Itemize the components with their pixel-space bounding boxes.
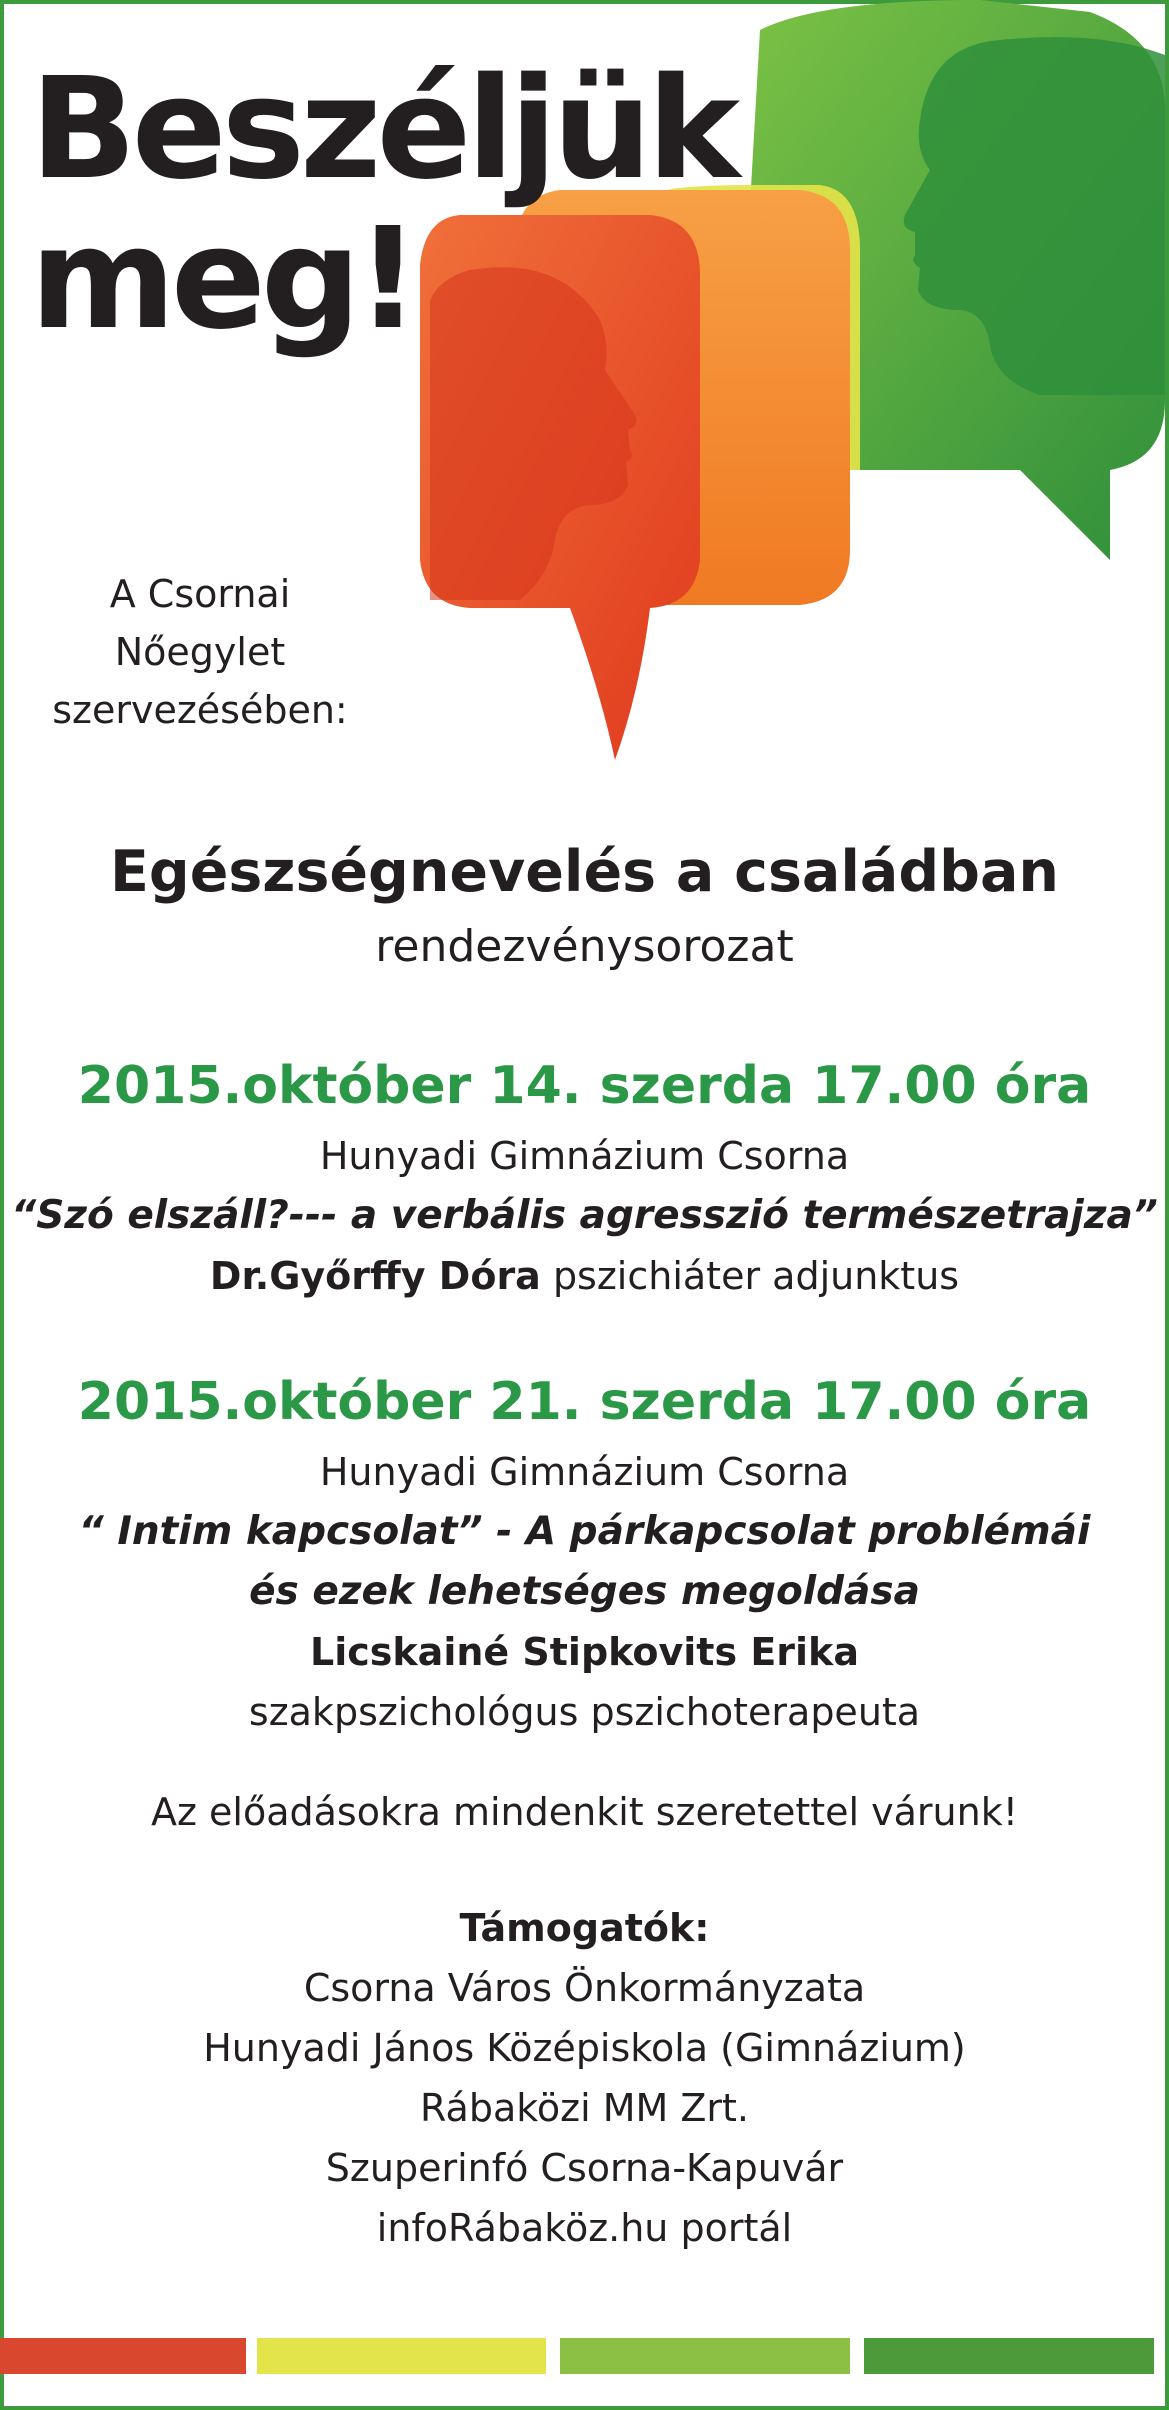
color-bar-green <box>864 2338 1154 2374</box>
color-bar-light-green <box>560 2338 850 2374</box>
title-line-1: Beszéljük <box>30 48 736 211</box>
poster-title <box>30 48 736 361</box>
event-2-speaker: Licskainé Stipkovits Erika <box>310 1630 859 1674</box>
event-2-topic-line-2: és ezek lehetséges megoldása <box>249 1569 920 1614</box>
supporters-title: Támogatók: <box>459 1906 710 1950</box>
event-1-role: pszichiáter adjunktus <box>552 1254 960 1298</box>
event-1-presenter <box>0 1246 1169 1306</box>
event-2-date: 2015.október 21. szerda 17.00 óra <box>77 1372 1092 1432</box>
event-1-date: 2015.október 14. szerda 17.00 óra <box>77 1056 1092 1116</box>
event-2-topic-line-1: “ Intim kapcsolat” - A párkapcsolat problémái <box>78 1509 1091 1554</box>
invitation-text: Az előadásokra mindenkit szeretettel várunk! <box>151 1790 1018 1834</box>
event-program <box>0 826 1169 2258</box>
supporter-item: infoRábaköz.hu portál <box>376 2206 793 2250</box>
title-line-2: meg! <box>30 198 415 361</box>
series-title: Egészségnevelés a családban <box>109 839 1060 905</box>
event-1-venue: Hunyadi Gimnázium Csorna <box>319 1134 850 1178</box>
organizer-line-3: szervezésében: <box>52 688 348 732</box>
color-bar-yellow <box>257 2338 546 2374</box>
supporter-item: Szuperinfó Csorna-Kapuvár <box>325 2146 844 2190</box>
organizer-line-2: Nőegylet <box>114 630 286 674</box>
supporter-item: Csorna Város Önkormányzata <box>303 1966 866 2010</box>
organizer-block <box>40 565 360 739</box>
event-2-role: szakpszichológus pszichoterapeuta <box>248 1690 921 1734</box>
series-subtitle: rendezvénysorozat <box>375 921 794 972</box>
event-2-venue: Hunyadi Gimnázium Csorna <box>319 1450 850 1494</box>
event-1-speaker: Dr.Győrffy Dóra <box>209 1254 541 1298</box>
event-1-topic: “Szó elszáll?--- a verbális agresszió természetrajza” <box>11 1193 1158 1238</box>
color-bar-red <box>0 2338 246 2374</box>
supporter-item: Hunyadi János Középiskola (Gimnázium) <box>203 2026 966 2070</box>
organizer-line-1: A Csornai <box>109 572 291 616</box>
supporter-item: Rábaközi MM Zrt. <box>419 2086 750 2130</box>
